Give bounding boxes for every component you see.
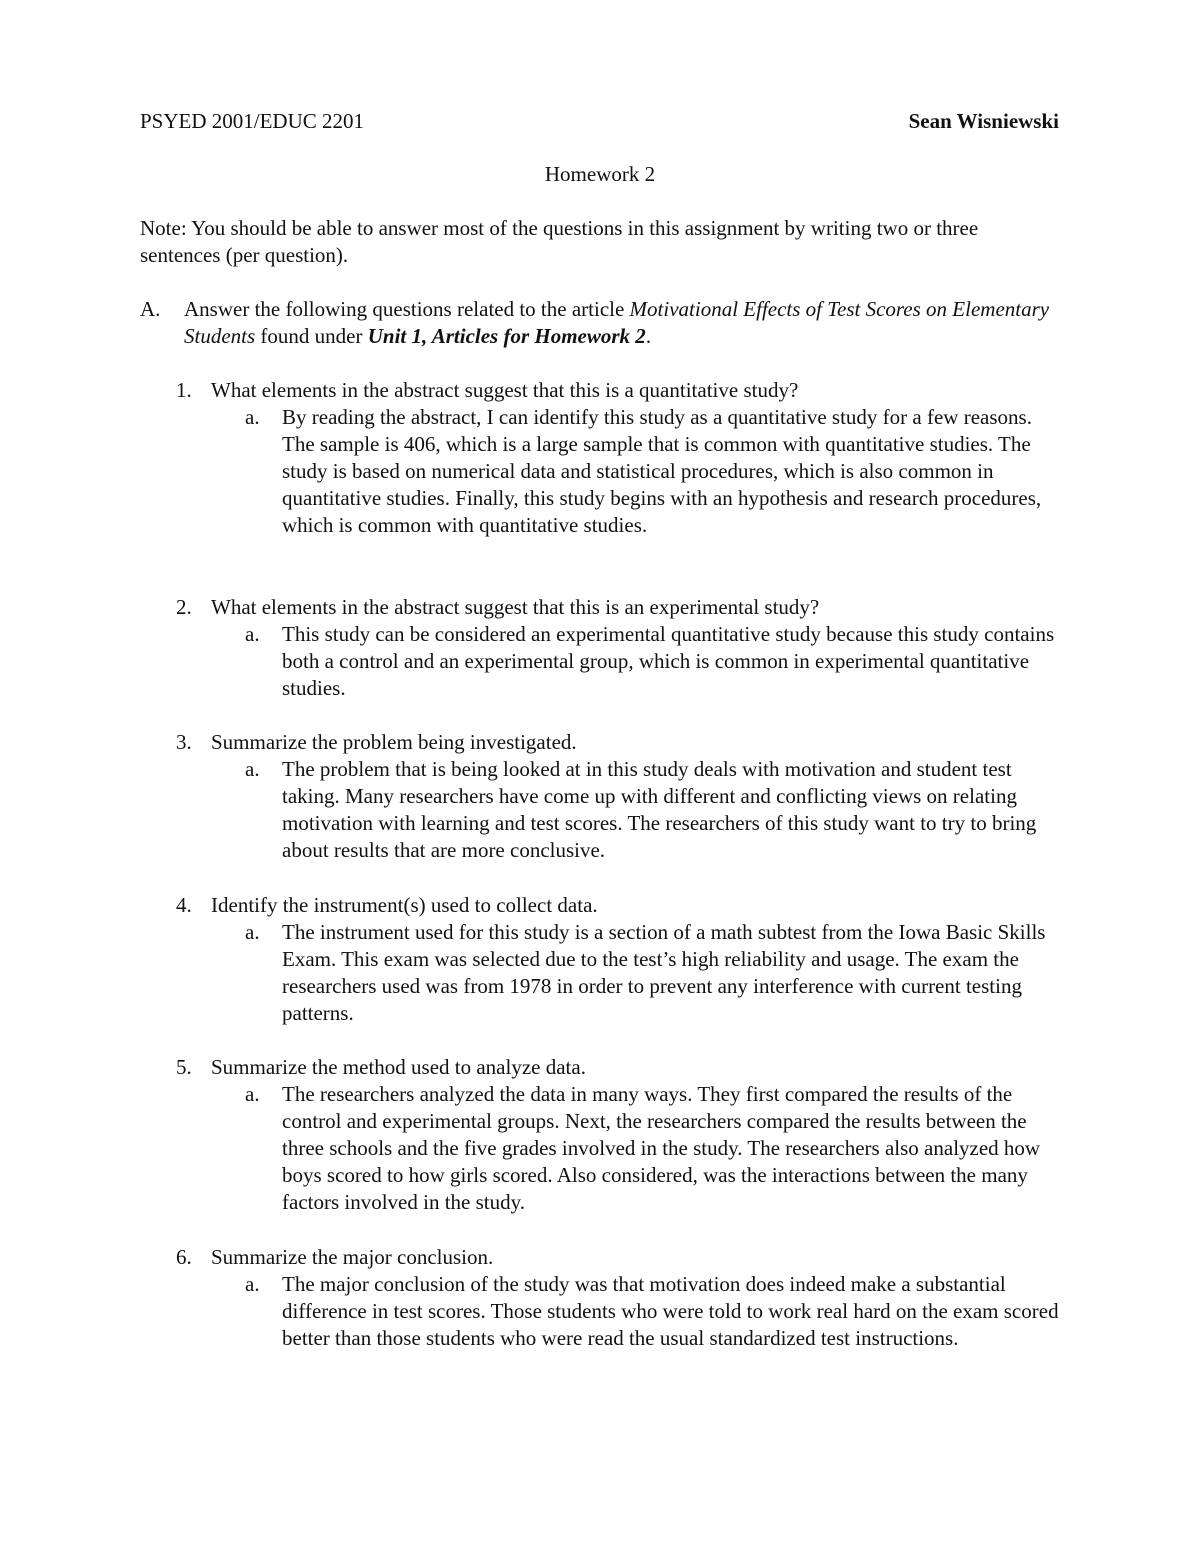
answer-text: The instrument used for this study is a section of a math subtest from the Iowa Basic Skills Exam. This exam was selected due to the test’s high reliability and usage. The exam the researchers used was from 1978 in order to prevent any interference with current testing patterns. (282, 920, 1046, 1025)
answer-letter: a. (245, 920, 260, 944)
answer-item (245, 404, 1060, 539)
answer-letter: a. (245, 622, 260, 646)
intro-mid: found under (255, 324, 368, 348)
answer-item (245, 919, 1060, 1027)
question-text: Identify the instrument(s) used to collect data. (211, 893, 598, 917)
question-2 (176, 594, 1060, 702)
article-location: Unit 1, Articles for Homework 2 (367, 324, 646, 348)
question-text: Summarize the method used to analyze data. (211, 1055, 586, 1079)
answer-text: This study can be considered an experimental quantitative study because this study contains both a control and an experimental group, which is common in experimental quantitative studies. (282, 622, 1055, 700)
question-number: 5. (176, 1055, 192, 1079)
answer-letter: a. (245, 1082, 260, 1106)
question-text: Summarize the major conclusion. (211, 1245, 494, 1269)
question-text: What elements in the abstract suggest that this is an experimental study? (211, 595, 820, 619)
intro-start: Answer the following questions related to the article (184, 297, 630, 321)
document-header (140, 108, 1059, 135)
answer-letter: a. (245, 1272, 260, 1296)
question-text: Summarize the problem being investigated. (211, 730, 577, 754)
question-5 (176, 1054, 1060, 1216)
answer-text: The researchers analyzed the data in many ways. They first compared the results of the control and experimental groups. Next, the researchers compared the results between the three schools and the five grades involved in the study. The researchers also analyzed how boys scored to how girls scored. Also considered, was the interactions between the many factors involved in the study. (282, 1082, 1041, 1214)
question-number: 3. (176, 730, 192, 754)
answer-text: By reading the abstract, I can identify this study as a quantitative study for a few reasons. The sample is 406, which is a large sample that is common with quantitative studies. The study is based on numerical data and statistical procedures, which is also common in quantitative studies. Finally, this study begins with an hypothesis and research procedures, which is common with quantitative studies. (282, 405, 1042, 537)
question-number: 1. (176, 378, 192, 402)
answer-item (245, 1081, 1060, 1216)
author-name: Sean Wisniewski (908, 109, 1059, 133)
question-number: 6. (176, 1245, 192, 1269)
answer-letter: a. (245, 757, 260, 781)
question-number: 2. (176, 595, 192, 619)
document-title: Homework 2 (544, 162, 656, 186)
section-marker: A. (140, 297, 161, 321)
assignment-note: Note: You should be able to answer most of the questions in this assignment by writing two or three sentences (per question). (140, 216, 979, 267)
answer-text: The problem that is being looked at in this study deals with motivation and student test taking. Many researchers have come up with different and conflicting views on relating motivation with learning and test scores. The researchers of this study want to try to bring about results that are more conclusive. (282, 757, 1037, 862)
question-3 (176, 729, 1060, 864)
section-intro (184, 296, 1060, 350)
answer-item (245, 621, 1060, 702)
answer-item (245, 756, 1060, 864)
question-number: 4. (176, 893, 192, 917)
article-title: Motivational Effects of Test Scores on Elementary Students (184, 297, 1050, 348)
answer-letter: a. (245, 405, 260, 429)
intro-end: . (645, 324, 652, 348)
question-4 (176, 892, 1060, 1027)
question-1 (176, 377, 1060, 539)
answer-item (245, 1271, 1060, 1352)
answer-text: The major conclusion of the study was that motivation does indeed make a substantial difference in test scores. Those students who were told to work real hard on the exam scored better than those students who were read the usual standardized test instructions. (282, 1272, 1059, 1350)
question-6 (176, 1244, 1060, 1352)
course-code: PSYED 2001/EDUC 2201 (140, 109, 365, 133)
question-text: What elements in the abstract suggest that this is a quantitative study? (211, 378, 799, 402)
section-a (140, 296, 1060, 350)
